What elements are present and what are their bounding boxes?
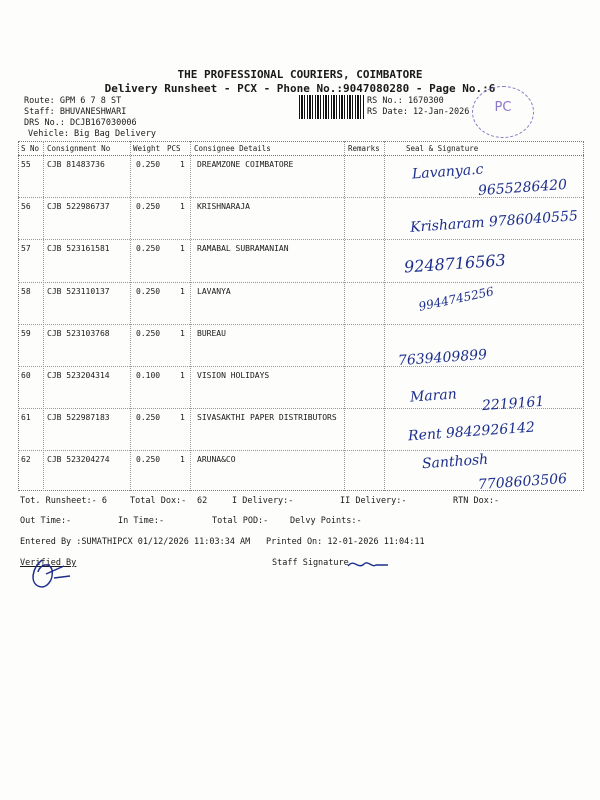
cell-consignment: CJB 522987183: [47, 413, 110, 422]
cell-pcs: 1: [180, 160, 185, 169]
cell-consignment: CJB 522986737: [47, 202, 110, 211]
recipient-phone: 2219161: [481, 393, 545, 415]
cell-weight: 0.250: [136, 244, 161, 253]
cell-sno: 60: [21, 371, 31, 380]
rs-date: RS Date: 12-Jan-2026: [367, 107, 470, 117]
cell-consignment: CJB 523204274: [47, 455, 110, 464]
row-divider: [18, 450, 584, 451]
col-header-consignment: Consignment No: [47, 144, 111, 153]
cell-consignment: CJB 523103768: [47, 329, 110, 338]
route-label: Route: GPM 6 7 8 ST: [24, 96, 122, 106]
cell-sno: 57: [21, 244, 31, 253]
cell-consignment: CJB 81483736: [47, 160, 105, 169]
cell-weight: 0.250: [136, 202, 161, 211]
cell-consignee: VISION HOLIDAYS: [197, 371, 270, 380]
cell-sno: 59: [21, 329, 31, 338]
col-divider: [130, 141, 131, 491]
rs-number: RS No.: 1670300: [367, 96, 444, 106]
total-runsheet: Tot. Runsheet:- 6: [20, 496, 107, 506]
cell-pcs: 1: [180, 455, 185, 464]
col-divider: [384, 141, 385, 491]
cell-consignee: LAVANYA: [197, 287, 231, 296]
out-time-label: Out Time:-: [20, 516, 72, 526]
ii-delivery-label: II Delivery:-: [340, 496, 407, 506]
cell-sno: 56: [21, 202, 31, 211]
col-header-pcs: PCS: [167, 144, 181, 153]
staff-signature-label: Staff Signature: [272, 558, 349, 568]
cell-sno: 58: [21, 287, 31, 296]
col-divider: [344, 141, 345, 491]
col-divider: [190, 141, 191, 491]
entered-by: Entered By :SUMATHIPCX 01/12/2026 11:03:34 AM: [20, 537, 251, 547]
verifier-signature: [24, 556, 76, 596]
cell-sno: 62: [21, 455, 31, 464]
vehicle-label: Vehicle: Big Bag Delivery: [28, 129, 156, 139]
cell-pcs: 1: [180, 287, 185, 296]
cell-weight: 0.250: [136, 455, 161, 464]
page-subtitle: Delivery Runsheet - PCX - Phone No.:9047080280 - Page No.:6: [104, 82, 496, 95]
cell-sno: 55: [21, 160, 31, 169]
verified-by-label: Verified By: [20, 558, 77, 568]
rtn-dox-label: RTN Dox:-: [453, 496, 500, 506]
cell-weight: 0.250: [136, 287, 161, 296]
cell-weight: 0.250: [136, 413, 161, 422]
cell-consignment: CJB 523204314: [47, 371, 110, 380]
recipient-phone: 9655286420: [477, 176, 568, 200]
recipient-phone: 7639409899: [397, 346, 488, 370]
col-header-consignee: Consignee Details: [194, 144, 271, 153]
recipient-signature: Santhosh: [421, 451, 489, 473]
cell-weight: 0.250: [136, 329, 161, 338]
cell-pcs: 1: [180, 202, 185, 211]
printed-on: Printed On: 12-01-2026 11:04:11: [266, 537, 425, 547]
staff-label: Staff: BHUVANESHWARI: [24, 107, 127, 117]
recipient-signature: Rent 9842926142: [407, 419, 536, 445]
total-dox-value: 62: [197, 496, 208, 506]
i-delivery-label: I Delivery:-: [232, 496, 294, 506]
cell-consignment: CJB 523161581: [47, 244, 110, 253]
total-pod-label: Total POD:-: [212, 516, 269, 526]
row-divider: [18, 366, 584, 367]
cell-consignee: RAMABAL SUBRAMANIAN: [197, 244, 289, 253]
row-divider: [18, 239, 584, 240]
recipient-signature: Maran: [409, 386, 458, 406]
recipient-phone: 7708603506: [477, 470, 568, 494]
cell-weight: 0.250: [136, 160, 161, 169]
cell-consignee: SIVASAKTHI PAPER DISTRIBUTORS: [197, 413, 337, 422]
drs-number: DRS No.: DCJB167030006: [24, 118, 137, 128]
col-header-seal: Seal & Signature: [406, 144, 479, 153]
staff-signature: [346, 556, 390, 574]
col-header-remarks: Remarks: [348, 144, 380, 153]
col-header-weight: Weight: [133, 144, 161, 153]
page-title: THE PROFESSIONAL COURIERS, COIMBATORE: [177, 68, 423, 81]
cell-consignee: KRISHNARAJA: [197, 202, 250, 211]
cell-consignment: CJB 523110137: [47, 287, 110, 296]
recipient-signature: Lavanya.c: [411, 161, 484, 183]
cell-pcs: 1: [180, 413, 185, 422]
col-divider: [43, 141, 44, 491]
recipient-signature: Krisharam 9786040555: [409, 208, 579, 236]
cell-sno: 61: [21, 413, 31, 422]
recipient-signature: 9248716563: [403, 250, 507, 277]
cell-weight: 0.100: [136, 371, 161, 380]
total-dox-label: Total Dox:-: [130, 496, 187, 506]
row-divider: [18, 282, 584, 283]
cell-consignee: ARUNA&CO: [197, 455, 236, 464]
in-time-label: In Time:-: [118, 516, 165, 526]
barcode-image: [299, 95, 365, 119]
cell-consignee: DREAMZONE COIMBATORE: [197, 160, 294, 169]
row-divider: [18, 324, 584, 325]
delvy-points-label: Delvy Points:-: [290, 516, 362, 526]
cell-pcs: 1: [180, 244, 185, 253]
company-stamp: PC: [472, 86, 534, 138]
recipient-signature: 9944745256: [417, 284, 495, 314]
col-header-sno: S No: [21, 144, 40, 153]
cell-consignee: BUREAU: [197, 329, 226, 338]
cell-pcs: 1: [180, 371, 185, 380]
cell-pcs: 1: [180, 329, 185, 338]
